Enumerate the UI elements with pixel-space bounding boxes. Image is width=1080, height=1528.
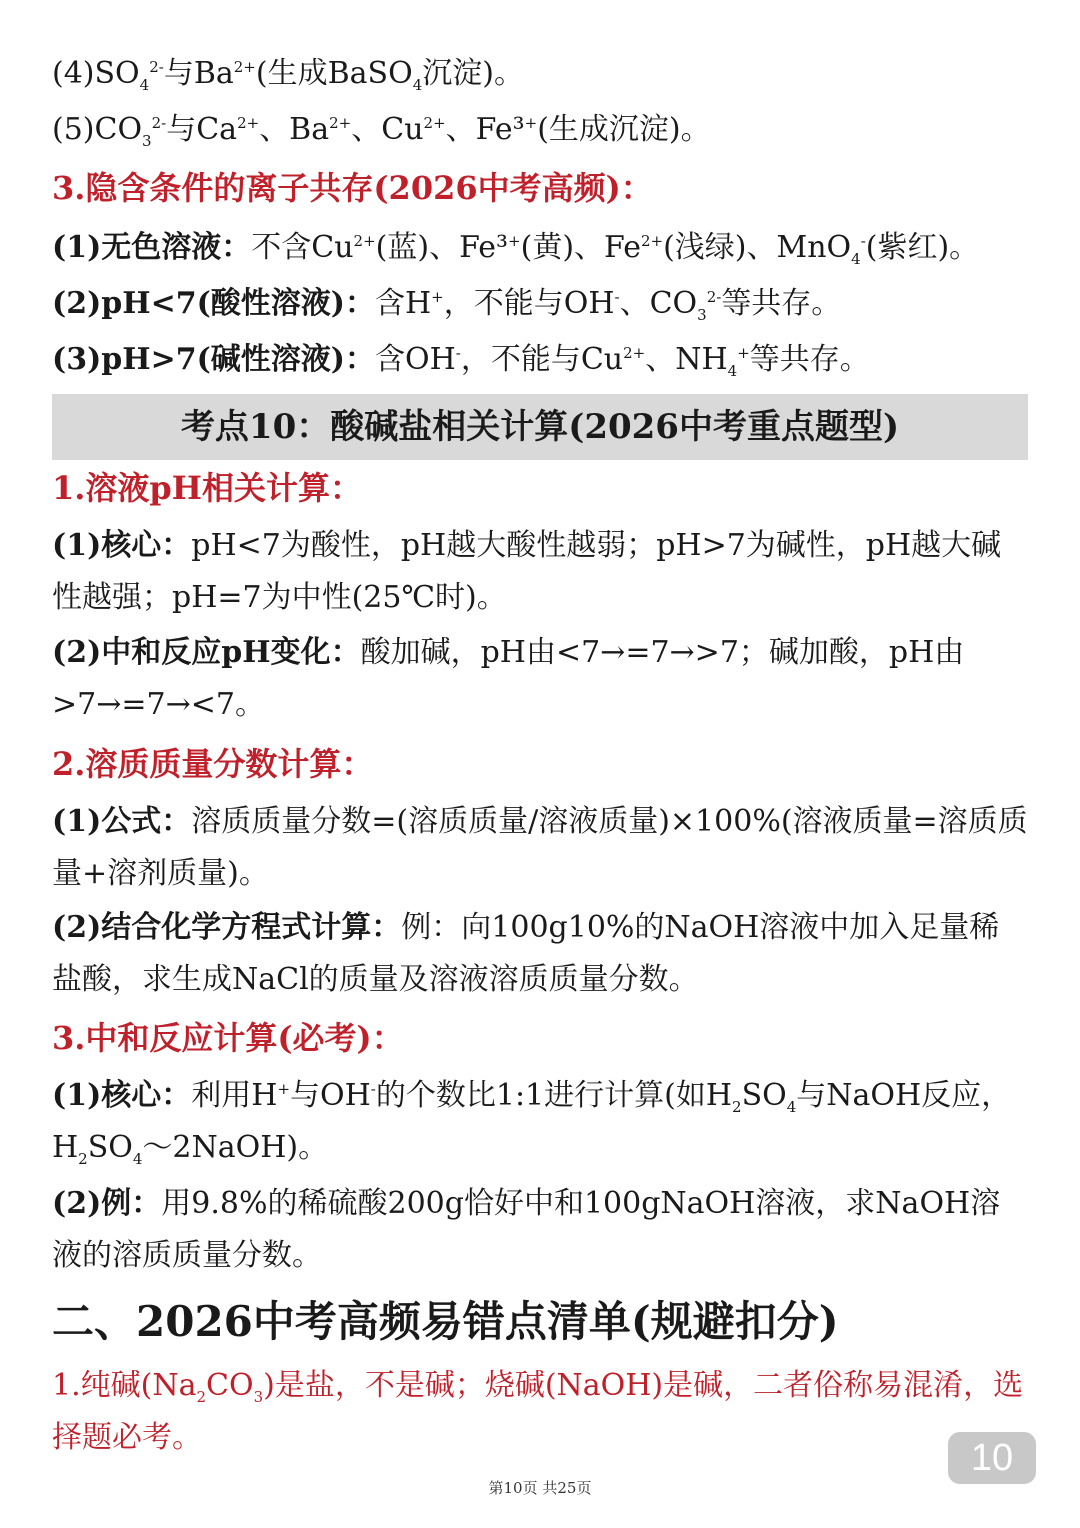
paragraph-ph-core [52,520,1028,624]
superscript: 2- [151,114,167,132]
superscript: + [431,288,444,306]
text: 、Cu [351,112,424,147]
paragraph-text: 溶质质量分数=(溶质质量/溶液质量)×100%(溶液质量=溶质质量+溶剂质量)。 [52,804,1028,891]
superscript: + [737,344,750,362]
superscript: 2+ [329,114,352,132]
subscript: 3 [697,306,707,324]
text: 利用H [191,1078,278,1113]
item-label: (2)例： [52,1186,162,1221]
section-heading-mass-fraction: 2.溶质质量分数计算： [52,745,374,783]
subscript: 4 [727,362,738,380]
superscript: - [614,288,620,306]
section-heading-implicit-conditions: 3.隐含条件的离子共存(2026中考高频)： [52,169,653,207]
condition-item-3 [52,340,870,380]
text: ，不能与Cu [460,342,624,377]
text: 含H [374,286,432,321]
line-item-4 [52,54,524,94]
section-heading-ph-calc: 1.溶液pH相关计算： [52,469,363,507]
text: 、NH [645,342,728,377]
paragraph-text: 例：向100g10%的NaOH溶液中加入足量稀盐酸，求生成NaCl的质量及溶液溶质质量分数。 [52,910,1000,997]
line-item-5 [52,110,711,150]
subscript: 3 [253,1388,264,1406]
subscript: 2 [732,1098,742,1116]
paragraph-text: 用9.8%的稀硫酸200g恰好中和100gNaOH溶液，求NaOH溶液的溶质质量分数。 [52,1186,1001,1273]
text: 与Ca [166,112,238,147]
item-label: (2)结合化学方程式计算： [52,910,402,945]
text: 含OH [374,342,456,377]
subscript: 4 [851,250,861,268]
superscript: - [860,232,866,250]
item-label: (1)无色溶液： [52,230,252,265]
condition-item-2 [52,284,841,324]
superscript: 2+ [640,232,664,250]
subscript: 2 [78,1150,88,1168]
text: ～2NaOH)。 [142,1130,329,1165]
superscript: 2+ [423,114,446,132]
subscript: 2 [196,1388,207,1406]
text: (生成BaSO [255,56,413,91]
text: ，不能与OH [443,286,615,321]
text: 、CO [619,286,698,321]
paragraph-text: 酸加碱，pH由<7→=7→>7；碱加酸，pH由>7→=7→<7。 [52,635,965,722]
subscript: 4 [139,76,150,94]
text: 1.纯碱(Na [52,1368,197,1403]
text: 等共存。 [721,286,842,321]
text: 的个数比1:1进行计算(如H [375,1078,733,1113]
text: 沉淀)。 [422,56,524,91]
paragraph-equation-calc [52,902,1028,1006]
text: SO [87,1130,133,1165]
text: (浅绿)、MnO [663,230,852,265]
text: CO [206,1368,254,1403]
text: 等共存。 [749,342,870,377]
superscript: - [370,1080,376,1098]
subscript: 4 [412,76,423,94]
item-label: (1)公式： [52,804,192,839]
item-label: (1)核心： [52,1078,192,1113]
topic-banner: 考点10：酸碱盐相关计算(2026中考重点题型) [52,394,1028,460]
paragraph-neutralization-example [52,1178,1028,1282]
text: (蓝)、Fe³ [375,230,509,265]
subscript: 4 [132,1150,143,1168]
item-label: (2)中和反应pH变化： [52,635,361,670]
superscript: 2- [149,58,164,76]
text: 与OH [290,1078,371,1113]
text: 不含Cu [251,230,354,265]
text: 与Ba [163,56,234,91]
text: 与NaOH反应，H [52,1078,1012,1165]
superscript: 2+ [623,344,646,362]
page-footer: 第10页 共25页 [488,1479,592,1497]
subscript: 3 [142,132,152,150]
text: SO [741,1078,787,1113]
paragraph-text: pH<7为酸性，pH越大酸性越弱；pH>7为碱性，pH越大碱性越强；pH=7为中性(25℃时)。 [52,528,1002,615]
chapter-heading-common-mistakes: 二、2026中考高频易错点清单(规避扣分) [52,1297,839,1346]
section-heading-neutralization-calc: 3.中和反应计算(必考)： [52,1019,404,1057]
superscript: - [455,344,461,362]
text: (黄)、Fe [520,230,641,265]
text: (4)SO [52,56,140,91]
superscript: + [508,232,521,250]
superscript: 2+ [237,114,260,132]
paragraph-neutralization-core [52,1070,1028,1174]
superscript: 2+ [353,232,376,250]
text: 、Fe³ [445,112,525,147]
superscript: + [277,1080,291,1098]
text: 、Ba [259,112,330,147]
text: (5)CO [52,112,143,147]
text: (生成沉淀)。 [537,112,711,147]
superscript: 2- [706,288,722,306]
superscript: 2+ [233,58,256,76]
item-label: (2)pH<7(酸性溶液)： [52,286,375,321]
paragraph-neutralization-ph [52,627,1028,731]
page-number-badge: 10 [948,1432,1036,1484]
condition-item-1 [52,228,979,268]
item-label: (3)pH>7(碱性溶液)： [52,342,375,377]
paragraph-formula [52,796,1028,900]
item-label: (1)核心： [52,528,192,563]
superscript: + [524,114,538,132]
text: (紫红)。 [865,230,980,265]
subscript: 4 [786,1098,797,1116]
mistake-item-1 [52,1360,1028,1464]
text: )是盐，不是碱；烧碱(NaOH)是碱，二者俗称易混淆，选择题必考。 [52,1368,1024,1455]
